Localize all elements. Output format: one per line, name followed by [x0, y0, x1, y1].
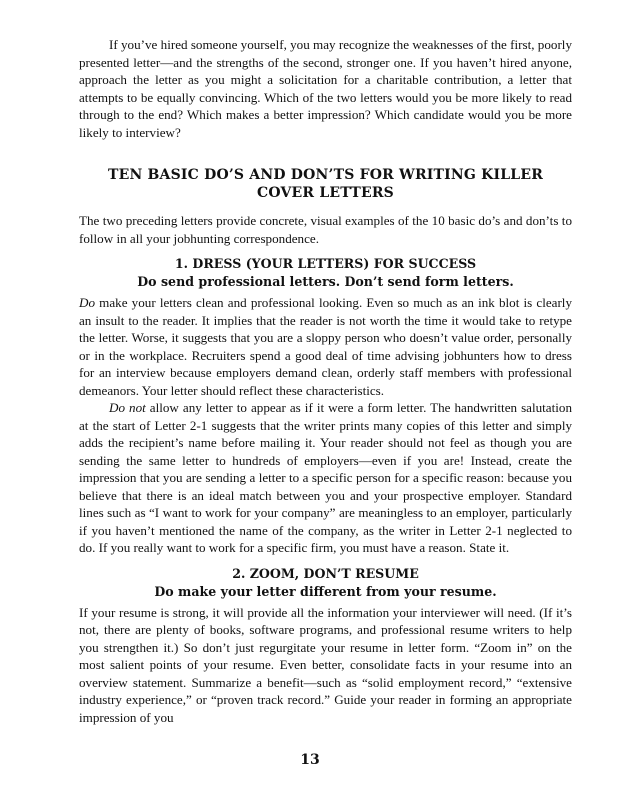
page-number: 13 [300, 752, 320, 768]
section-title [79, 166, 572, 202]
rule-2-subheading: Do make your letter different from your resume. [154, 583, 497, 599]
rule-1-paragraph-2-body: allow any letter to appear as if it were a form letter. The handwritten salutation at the start of Letter 2-1 suggests that the writer prints many copies of this letter and simply adds the recipient’s name before mailing it. Your reader should not feel as though you are sending the same letter to hundreds of employers—even if you are! Instead, create the impression that you are sending a letter to a specific person for a specific reason: because you believe that there is an ideal match between you and your prospective employer. Standard lines such as “I want to work for your company” are meaningless to an employer, particularly if you haven’t mentioned the name of the company, as the writer in Letter 2-1 neglected to do. If you really want to work for a specific firm, you must have a reason. State it. [79, 400, 572, 555]
section-title-line-2: COVER LETTERS [256, 185, 394, 201]
rule-1-paragraph-1-body: make your letters clean and professional looking. Even so much as an ink blot is clearly an insult to the reader. It implies that the reader is not worth the time it would take to retype the letter. Worse, it suggests that you are a sloppy person who doesn’t value order, personally or in the workplace. Recruiters spend a good deal of time advising jobhunters how to dress for an interview because employers demand clean, orderly staff members with professional demeanors. Your letter should reflect these characteristics. [79, 295, 572, 398]
intro-paragraph: If you’ve hired someone yourself, you may recognize the weaknesses of the first, poorly presented letter—and the strengths of the second, stronger one. If you haven’t hired anyone, approach the letter as you might a solicitation for a charitable contribution, a letter that attempts to be equally convincing. Which of the two letters would you be more likely to read through to the end? Which makes a better impression? Which candidate would you be more likely to interview? [79, 37, 572, 140]
rule-2-paragraph-1: If your resume is strong, it will provide all the information your interviewer will need. (If it’s not, there are plenty of books, software programs, and professional resume writers to help you strengthen it.) So don’t just regurgitate your resume in letter form. “Zoom in” on the most salient points of your resume. Even better, consolidate facts in your resume into an overview statement. Summarize a benefit—such as “solid employment record,” “extensive industry experience,” or “proven track record.” Guide your reader in forming an appropriate impression of you [79, 604, 572, 725]
book-page [79, 36, 572, 726]
rule-1-subheading: Do send professional letters. Don’t send form letters. [137, 274, 514, 289]
rule-1-heading: 1. DRESS (YOUR LETTERS) FOR SUCCESS [174, 256, 477, 271]
section-intro-paragraph: The two preceding letters provide concrete, visual examples of the 10 basic do’s and don’ts to follow in all your jobhunting correspondence. [79, 213, 572, 246]
section-title-line-1: TEN BASIC DO’S AND DON’TS FOR WRITING KILLER [107, 167, 544, 183]
rule-1-paragraph-1-lead: Do [79, 295, 96, 310]
rule-1-paragraph-1 [79, 294, 572, 399]
rule-1-paragraph-2-lead: Do not [109, 400, 146, 415]
rule-2-heading: 2. ZOOM, DON’T RESUME [232, 565, 419, 581]
rule-1-paragraph-2 [79, 399, 572, 557]
